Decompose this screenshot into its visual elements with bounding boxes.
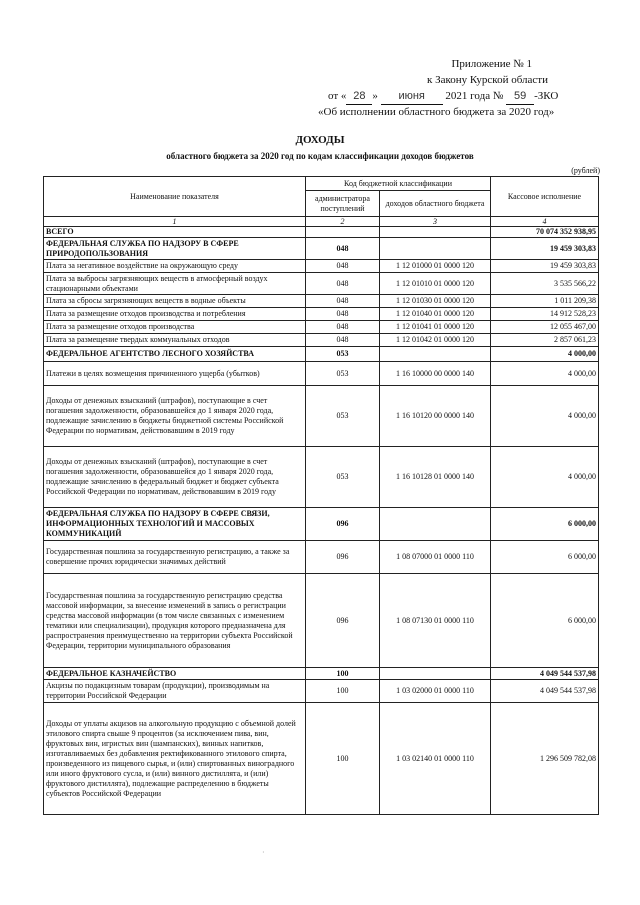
row-amount: 4 000,00 [491,347,599,362]
row-amount: 6 000,00 [491,574,599,668]
row-admin: 053 [306,447,380,508]
row-name: Доходы от денежных взысканий (штрафов), поступающие в счет погашения задолженности, образовавшейся до 1 января 2020 года, подлежащие зачислению в федеральный бюджет и бюджет субъекта Российской Федерации по нормативам, действовавшим в 2019 году [44,447,306,508]
row-amount: 19 459 303,83 [491,260,599,273]
row-code: 1 12 01000 01 0000 120 [380,260,491,273]
row-amount: 12 055 467,00 [491,321,599,334]
row-admin: 096 [306,541,380,574]
law-suffix: -ЗКО [534,90,559,102]
row-admin: 048 [306,334,380,347]
row-admin: 048 [306,273,380,295]
row-amount: 3 535 566,22 [491,273,599,295]
law-number: 59 [506,88,534,105]
unit-label: (рублей) [571,166,600,175]
row-name: Плата за размещение отходов производства [44,321,306,334]
col-header-name: Наименование показателя [44,177,306,217]
row-admin: 100 [306,680,380,703]
row-admin: 096 [306,574,380,668]
row-amount: 1 011 209,38 [491,295,599,308]
row-admin: 053 [306,362,380,386]
row-code [380,238,491,260]
row-admin: 048 [306,308,380,321]
col-header-code-group: Код бюджетной классификации [306,177,491,191]
row-name: Доходы от денежных взысканий (штрафов), поступающие в счет погашения задолженности, образовавшейся до 1 января 2020 года, подлежащие зачислению в бюджеты бюджетной системы Российской Федерации по нормативам, действовавшим в 2019 году [44,386,306,447]
row-code: 1 08 07130 01 0000 110 [380,574,491,668]
row-name: Плата за выбросы загрязняющих веществ в атмосферный воздух стационарными объектами [44,273,306,295]
row-code [380,668,491,680]
table-row [44,703,599,815]
date-month: июня [381,88,443,105]
col-num: 1 [44,217,306,227]
row-name: ВСЕГО [44,227,306,238]
row-code: 1 12 01010 01 0000 120 [380,273,491,295]
row-admin: 100 [306,703,380,815]
col-header-admin: администратора поступлений [306,191,380,217]
row-admin: 096 [306,508,380,541]
table-row [44,508,599,541]
row-name: Платежи в целях возмещения причиненного ущерба (убытков) [44,362,306,386]
row-amount: 70 074 352 938,95 [491,227,599,238]
row-amount: 4 049 544 537,98 [491,668,599,680]
row-amount: 4 000,00 [491,362,599,386]
row-amount: 6 000,00 [491,541,599,574]
table-row [44,680,599,703]
row-code: 1 03 02140 01 0000 110 [380,703,491,815]
row-admin: 048 [306,295,380,308]
col-num: 3 [380,217,491,227]
row-code [380,347,491,362]
date-quote: » [372,90,378,102]
row-amount: 4 000,00 [491,447,599,508]
col-num: 4 [491,217,599,227]
row-name: Плата за размещение твердых коммунальных отходов [44,334,306,347]
row-name: ФЕДЕРАЛЬНАЯ СЛУЖБА ПО НАДЗОРУ В СФЕРЕ СВЯЗИ, ИНФОРМАЦИОННЫХ ТЕХНОЛОГИЙ И МАССОВЫХ КОММУНИКАЦИЙ [44,508,306,541]
table-row [44,238,599,260]
row-code: 1 12 01030 01 0000 120 [380,295,491,308]
row-admin: 100 [306,668,380,680]
page-subtitle: областного бюджета за 2020 год по кодам классификации доходов бюджетов [166,151,474,161]
row-name: Государственная пошлина за государственную регистрацию, а также за совершение прочих юридически значимых действий [44,541,306,574]
row-name: Государственная пошлина за государственную регистрацию средства массовой информации, за внесение изменений в запись о регистрации средства массовой информации (в том числе связанных с изменением тематики или специализации), продукция которого предназначена для распространения преимущественно на территории субъекта Российской Федерации, территории муниципального образования [44,574,306,668]
table-row [44,321,599,334]
row-name: Плата за негативное воздействие на окружающую среду [44,260,306,273]
table-row [44,668,599,680]
row-code: 1 16 10120 00 0000 140 [380,386,491,447]
row-name: Плата за сбросы загрязняющих веществ в водные объекты [44,295,306,308]
row-code: 1 16 10128 01 0000 140 [380,447,491,508]
table-row [44,295,599,308]
date-day: 28 [346,88,372,105]
row-name: ФЕДЕРАЛЬНАЯ СЛУЖБА ПО НАДЗОРУ В СФЕРЕ ПРИРОДОПОЛЬЗОВАНИЯ [44,238,306,260]
row-code: 1 12 01042 01 0000 120 [380,334,491,347]
table-row [44,273,599,295]
row-admin: 053 [306,347,380,362]
col-header-execution: Кассовое исполнение [491,177,599,217]
row-name: ФЕДЕРАЛЬНОЕ АГЕНТСТВО ЛЕСНОГО ХОЗЯЙСТВА [44,347,306,362]
row-amount: 6 000,00 [491,508,599,541]
row-amount: 2 857 061,23 [491,334,599,347]
row-amount: 4 000,00 [491,386,599,447]
table-row [44,447,599,508]
table-row [44,308,599,321]
table-row [44,541,599,574]
row-amount: 1 296 509 782,08 [491,703,599,815]
table-row [44,334,599,347]
row-admin: 053 [306,386,380,447]
row-admin: 048 [306,238,380,260]
page-title: ДОХОДЫ [295,134,345,146]
col-header-income-code: доходов областного бюджета [380,191,491,217]
row-name: Акцизы по подакцизным товарам (продукции), производимым на территории Российской Федерации [44,680,306,703]
row-admin: 048 [306,260,380,273]
row-code: 1 03 02000 01 0000 110 [380,680,491,703]
table-row [44,386,599,447]
law-date-line [328,88,558,105]
appendix-label: Приложение № 1 [451,58,532,70]
row-code: 1 16 10000 00 0000 140 [380,362,491,386]
row-code: 1 12 01040 01 0000 120 [380,308,491,321]
table-row [44,574,599,668]
row-admin [306,227,380,238]
col-num: 2 [306,217,380,227]
table-row [44,347,599,362]
row-amount: 14 912 528,23 [491,308,599,321]
row-name: ФЕДЕРАЛЬНОЕ КАЗНАЧЕЙСТВО [44,668,306,680]
table-row [44,227,599,238]
row-admin: 048 [306,321,380,334]
row-amount: 19 459 303,83 [491,238,599,260]
table-row [44,260,599,273]
row-code: 1 12 01041 01 0000 120 [380,321,491,334]
row-code [380,227,491,238]
row-name: Доходы от уплаты акцизов на алкогольную продукцию с объемной долей этилового спирта свыше 9 процентов (за исключением пива, вин, фруктовых вин, игристых вин (шампанских), винных напитков, изготавливаемых без добавления ректификованного этилового спирта, произведенного из пищевого сырья, и (или) спиртованных виноградного или иного фруктового сусла, и (или) винного дистиллята, и (или) фруктового дистиллята), подлежащие распределению в бюджеты субъектов Российской Федерации [44,703,306,815]
law-title: «Об исполнении областного бюджета за 2020 год» [318,106,555,118]
date-prefix: от « [328,90,347,102]
row-code [380,508,491,541]
row-amount: 4 049 544 537,98 [491,680,599,703]
law-reference: к Закону Курской области [427,74,548,86]
date-year: 2021 года № [445,90,504,102]
row-code: 1 08 07000 01 0000 110 [380,541,491,574]
table-row [44,362,599,386]
scan-mark: · [262,848,265,857]
row-name: Плата за размещение отходов производства и потребления [44,308,306,321]
income-table [43,176,599,815]
